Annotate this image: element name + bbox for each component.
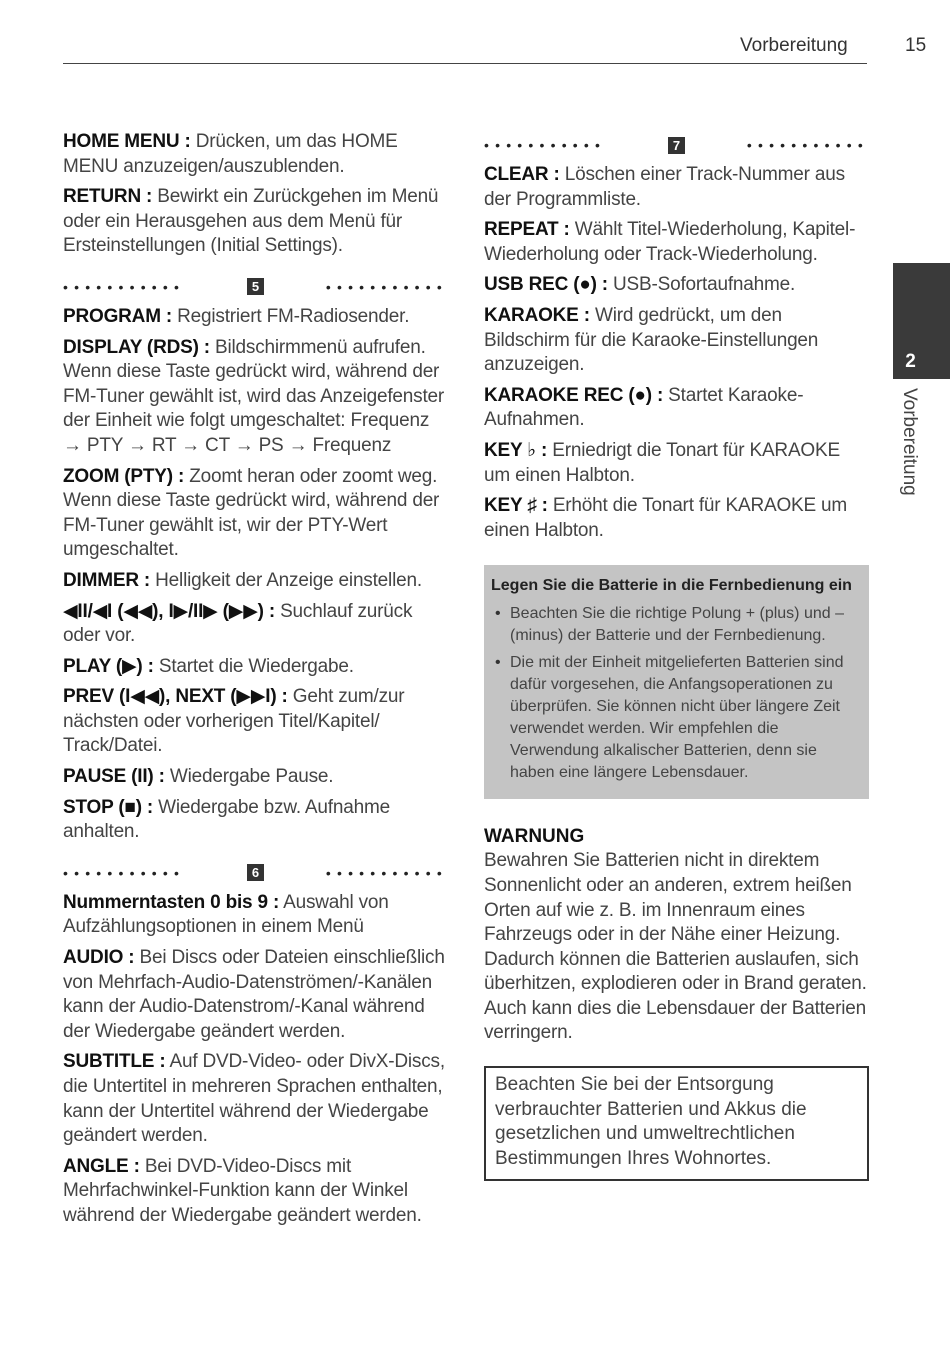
right-column <box>484 135 869 1181</box>
entry-home-menu <box>63 130 448 179</box>
note-title: Legen Sie die Batterie in die Fernbedienung ein <box>491 577 852 595</box>
dot-leader: ••••••••••• <box>325 278 448 295</box>
page-number: 15 <box>905 35 927 56</box>
entry-label: PREV (I◀◀), NEXT (▶▶I) : <box>63 686 288 708</box>
entry-return <box>63 185 448 259</box>
entry-play <box>63 655 448 680</box>
entry-dimmer <box>63 569 448 594</box>
entry-label: DIMMER : <box>63 569 151 591</box>
battery-note-box <box>484 565 869 799</box>
entry-karaoke <box>484 304 869 378</box>
entry-text: Wiedergabe Pause. <box>169 766 334 788</box>
entry-text: Drücken, um das HOME MENU anzuzeigen/auszublenden. <box>63 131 398 177</box>
dot-leader: ••••••••••• <box>325 864 448 881</box>
entry-text: Bewirkt ein Zurückgehen im Menü oder ein Herausgehen aus dem Menü für Ersteinstellungen (Initial Settings). <box>63 186 439 257</box>
warning-text: Bewahren Sie Batterien nicht in direktem Sonnenlicht oder an anderen, extrem heißen Orten auf wie z. B. im Innenraum eines Fahrzeugs oder in der Nähe einer Heizung. Dadurch können die Batterien auslaufen, sich überhitzen, explodieren oder in Brand geraten. Auch kann dies die Lebensdauer der Batterien verringern. <box>484 850 867 1044</box>
entry-label: ◀II/◀I (◀◀), I▶/II▶ (▶▶) : <box>63 600 275 622</box>
entry-text: Löschen einer Track-Nummer aus der Programmliste. <box>484 164 845 210</box>
entry-label: KARAOKE REC (●) : <box>484 384 664 406</box>
entry-text: Helligkeit der Anzeige einstellen. <box>155 569 422 591</box>
entry-zoom-pty <box>63 465 448 563</box>
note-item: • Beachten Sie die richtige Polung + (plus) und – (minus) der Batterie und der Fernbedienung. <box>491 603 859 647</box>
entry-prev-next <box>63 685 448 759</box>
entry-key-flat <box>484 439 869 488</box>
section-marker: 7 <box>668 137 685 154</box>
section-marker: 5 <box>247 278 264 295</box>
chapter-label: Vorbereitung <box>899 388 920 496</box>
entry-text: Bildschirmmenü aufrufen. Wenn diese Taste gedrückt wird, während der FM-Tuner gewählt ist, wird das Anzeigefenster der Einheit wie folgt umgeschaltet: Frequenz → PTY → RT → CT → PS → Frequenz <box>63 336 445 456</box>
entry-label: SUBTITLE : <box>63 1051 166 1073</box>
entry-stop <box>63 796 448 845</box>
entry-clear <box>484 163 869 212</box>
entry-pause <box>63 765 448 790</box>
section-marker: 6 <box>247 864 264 881</box>
entry-label: CLEAR : <box>484 164 560 185</box>
section-separator-7 <box>484 135 869 155</box>
entry-label: PAUSE (II) : <box>63 766 165 788</box>
entry-number-keys <box>63 891 448 940</box>
entry-text: Startet Karaoke-Aufnahmen. <box>484 384 804 431</box>
entry-search <box>63 600 448 649</box>
entry-text: Auswahl von Aufzählungsoptionen in einem Menü <box>63 891 389 938</box>
entry-usb-rec <box>484 273 869 298</box>
entry-key-sharp <box>484 494 869 543</box>
dot-leader: ••••••••••• <box>484 137 607 153</box>
dot-leader: ••••••••••• <box>746 137 869 153</box>
entry-label: PROGRAM : <box>63 305 173 327</box>
chapter-tab <box>893 263 950 379</box>
chapter-number: 2 <box>905 351 916 372</box>
entry-text: USB-Sofortaufnahme. <box>613 274 796 296</box>
dot-leader: ••••••••••• <box>63 864 186 881</box>
entry-text: Suchlauf zurück oder vor. <box>63 600 413 647</box>
entry-label: KEY ♭ : <box>484 439 548 461</box>
entry-label: RETURN : <box>63 186 153 208</box>
note-list <box>491 603 859 784</box>
entry-text: Startet die Wiedergabe. <box>158 655 354 677</box>
entry-text: Registriert FM-Radiosender. <box>177 305 410 327</box>
header-divider <box>63 63 867 64</box>
entry-display-rds <box>63 336 448 459</box>
entry-label: AUDIO : <box>63 947 135 969</box>
entry-text: Bei DVD-Video-Discs mit Mehrfachwinkel-Funktion kann der Winkel während der Wiedergabe geändert werden. <box>63 1155 422 1226</box>
entry-label: ANGLE : <box>63 1155 140 1177</box>
entry-label: Nummerntasten 0 bis 9 : <box>63 891 280 913</box>
entry-label: KEY ♯ : <box>484 495 548 517</box>
entry-text: Wählt Titel-Wiederholung, Kapitel-Wiederholung oder Track-Wiederholung. <box>484 219 856 265</box>
entry-text: Zoomt heran oder zoomt weg. Wenn diese Taste gedrückt wird, während der FM-Tuner gewählt ist, wir der PTY-Wert umgeschaltet. <box>63 465 440 561</box>
dot-leader: ••••••••••• <box>63 278 186 295</box>
note-item: • Die mit der Einheit mitgelieferten Batterien sind dafür vorgesehen, die Anfangsoperationen zu überprüfen. Sie können nicht über längere Zeit verwendet werden. Wir empfehlen die Verwendung alkalischer Batterien, denn sie haben eine längere Lebensdauer. <box>491 652 859 784</box>
entry-angle <box>63 1155 448 1229</box>
warning-title: WARNUNG <box>484 826 585 848</box>
entry-label: DISPLAY (RDS) : <box>63 336 210 358</box>
entry-karaoke-rec <box>484 384 869 433</box>
entry-subtitle <box>63 1050 448 1148</box>
entry-program <box>63 305 448 330</box>
entry-label: STOP (■) : <box>63 796 154 818</box>
entry-text: Wird gedrückt, um den Bildschirm für die Karaoke-Einstellungen anzuzeigen. <box>484 304 819 376</box>
entry-text: Erhöht die Tonart für KARAOKE um einen Halbton. <box>484 495 848 541</box>
entry-text: Wiedergabe bzw. Aufnahme anhalten. <box>63 796 390 843</box>
entry-audio <box>63 946 448 1044</box>
page-header-title: Vorbereitung <box>740 35 848 56</box>
left-column <box>63 130 448 1235</box>
section-separator-6 <box>63 863 448 883</box>
entry-label: PLAY (▶) : <box>63 655 154 677</box>
disposal-notice: Beachten Sie bei der Entsorgung verbrauchter Batterien und Akkus die gesetzlichen und umweltrechtlichen Bestimmungen Ihres Wohnortes. <box>484 1066 869 1181</box>
entry-text: Bei Discs oder Dateien einschließlich von Mehrfach-Audio-Datenströmen/-Kanälen kann der Audio-Datenstrom/-Kanal während der Wiedergabe geändert werden. <box>63 947 445 1042</box>
entry-text: Geht zum/zur nächsten oder vorherigen Titel/Kapitel/ Track/Datei. <box>63 686 405 757</box>
entry-repeat <box>484 218 869 267</box>
entry-label: ZOOM (PTY) : <box>63 465 185 487</box>
section-separator-5 <box>63 277 448 297</box>
entry-text: Auf DVD-Video- oder DivX-Discs, die Untertitel in mehreren Sprachen enthalten, kann der Untertitel während der Wiedergabe geändert werden. <box>63 1051 445 1147</box>
entry-label: USB REC (●) : <box>484 274 608 296</box>
entry-label: HOME MENU : <box>63 131 191 152</box>
entry-label: REPEAT : <box>484 219 570 241</box>
entry-label: KARAOKE : <box>484 304 590 326</box>
entry-text: Erniedrigt die Tonart für KARAOKE um einen Halbton. <box>484 439 840 486</box>
